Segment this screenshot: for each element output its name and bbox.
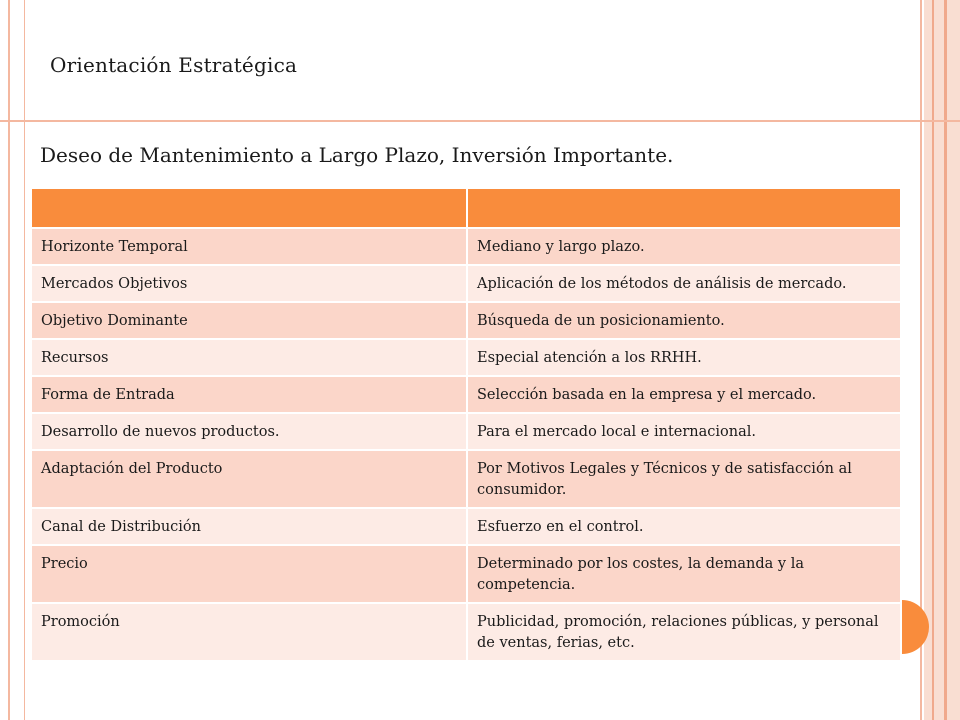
table-row: [31, 603, 901, 661]
table-cell-description: Publicidad, promoción, relaciones públicas, y personal de ventas, ferias, etc.: [467, 603, 901, 661]
frame-right-band: [924, 0, 960, 720]
table-cell-description: Especial atención a los RRHH.: [467, 339, 901, 376]
table-cell-attribute: Mercados Objetivos: [31, 265, 467, 302]
table-cell-description: Selección basada en la empresa y el mercado.: [467, 376, 901, 413]
table-row: [31, 302, 901, 339]
frame-line-right-2: [932, 0, 934, 720]
table-header-cell-1: [31, 188, 467, 228]
table-cell-description: Por Motivos Legales y Técnicos y de satisfacción al consumidor.: [467, 450, 901, 508]
table-cell-attribute: Forma de Entrada: [31, 376, 467, 413]
table-row: [31, 508, 901, 545]
table-row: [31, 228, 901, 265]
table-cell-description: Búsqueda de un posicionamiento.: [467, 302, 901, 339]
frame-line-left-2: [24, 0, 25, 720]
table-cell-description: Aplicación de los métodos de análisis de mercado.: [467, 265, 901, 302]
table-row: [31, 265, 901, 302]
table-header-row: [31, 188, 901, 228]
table-cell-attribute: Horizonte Temporal: [31, 228, 467, 265]
frame-line-left-1: [8, 0, 10, 720]
table-cell-attribute: Canal de Distribución: [31, 508, 467, 545]
table-cell-description: Para el mercado local e internacional.: [467, 413, 901, 450]
table-row: [31, 545, 901, 603]
table-cell-attribute: Precio: [31, 545, 467, 603]
slide-title: Orientación Estratégica: [50, 53, 298, 77]
table-row: [31, 376, 901, 413]
table-cell-attribute: Adaptación del Producto: [31, 450, 467, 508]
table-cell-attribute: Desarrollo de nuevos productos.: [31, 413, 467, 450]
table-cell-description: Mediano y largo plazo.: [467, 228, 901, 265]
frame-line-right-3: [944, 0, 947, 720]
table-cell-description: Determinado por los costes, la demanda y la competencia.: [467, 545, 901, 603]
table-row: [31, 413, 901, 450]
table-row: [31, 339, 901, 376]
strategy-table: [30, 187, 902, 662]
table-cell-attribute: Promoción: [31, 603, 467, 661]
table-header-cell-2: [467, 188, 901, 228]
table-cell-attribute: Objetivo Dominante: [31, 302, 467, 339]
table-cell-description: Esfuerzo en el control.: [467, 508, 901, 545]
table-cell-attribute: Recursos: [31, 339, 467, 376]
slide-subtitle: Deseo de Mantenimiento a Largo Plazo, Inversión Importante.: [40, 143, 674, 167]
table-row: [31, 450, 901, 508]
frame-line-horizontal: [0, 120, 960, 122]
